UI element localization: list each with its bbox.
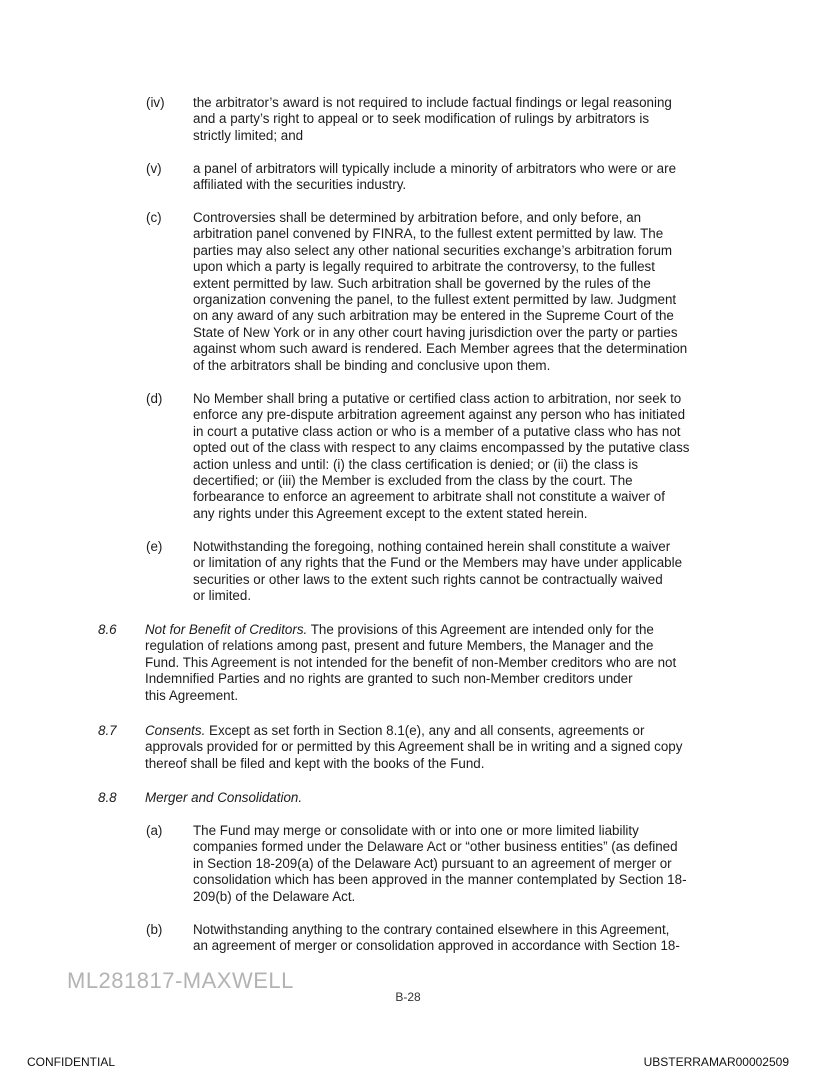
section-8-7-number: 8.7 [98, 723, 117, 738]
page-number: B-28 [395, 990, 421, 1004]
merger-item-b-text: Notwithstanding anything to the contrary contained elsewhere in this Agreement, an agreement of merger or consolidation approved in accordance with Section 18- [193, 922, 680, 954]
merger-item-a-text: The Fund may merge or consolidate with or into one or more limited liability companies formed under the Delaware Act or “other business entities” (as defined in Section 18-209(a) of the Delaware Act) pursuant to an agreement of merger or consolidation which has been approved in the manner contemplated by Section 18- 209(b) of the Delaware Act. [193, 823, 687, 904]
item-c-text: Controversies shall be determined by arbitration before, and only before, an arbitration panel convened by FINRA, to the fullest extent permitted by law. The parties may also select any other national securities exchange’s arbitration forum upon which a party is legally required to arbitrate the controversy, to the fullest extent permitted by law. Such arbitration shall be governed by the rules of the organization convening the panel, to the fullest extent permitted by law. Judgment on any award of any such arbitration may be entered in the Supreme Court of the State of New York or in any other court having jurisdiction over the party or parties against whom such award is rendered. Each Member agrees that the determination of the arbitrators shall be binding and conclusive upon them. [193, 210, 688, 373]
section-8-8-number: 8.8 [98, 790, 117, 805]
item-c-label: (c) [146, 210, 162, 225]
section-8-6-body [145, 622, 745, 704]
item-d-label: (d) [146, 391, 163, 406]
section-8-6-text: The provisions of this Agreement are intended only for the regulation of relations among past, present and future Members, the Manager and the Fund. This Agreement is not intended for the benefit of non-Member creditors who are not Indemnified Parties and no rights are granted to such non-Member creditors under this Agreement. [145, 622, 677, 703]
merger-item-b-label: (b) [146, 922, 163, 937]
item-v-label: (v) [146, 161, 162, 176]
item-d-text: No Member shall bring a putative or certified class action to arbitration, nor seek to enforce any pre-dispute arbitration agreement against any person who has initiated in court a putative class action or who is a member of a putative class who has not opted out of the class with respect to any claims encompassed by the putative class action unless and until: (i) the class certification is denied; or (ii) the class is decertified; or (iii) the Member is excluded from the class by the court. The forbearance to enforce an agreement to arbitrate shall not constitute a waiver of any rights under this Agreement except to the extent stated herein. [193, 391, 690, 521]
item-v-text: a panel of arbitrators will typically include a minority of arbitrators who were or are affiliated with the securities industry. [193, 161, 677, 193]
section-8-7-heading: Consents. [145, 723, 206, 738]
document-id-stamp: ML281817-MAXWELL [67, 968, 294, 993]
section-8-7-text: Except as set forth in Section 8.1(e), any and all consents, agreements or approvals provided for or permitted by this Agreement shall be in writing and a signed copy thereof shall be filed and kept with the books of the Fund. [145, 723, 683, 771]
confidential-label: CONFIDENTIAL [27, 1055, 116, 1069]
section-8-7-body [145, 723, 745, 772]
bates-number: UBSTERRAMAR00002509 [643, 1055, 789, 1069]
section-8-8-heading: Merger and Consolidation. [145, 790, 303, 805]
section-8-6-number: 8.6 [98, 622, 117, 637]
item-e-text: Notwithstanding the foregoing, nothing contained herein shall constitute a waiver or limitation of any rights that the Fund or the Members may have under applicable securities or other laws to the extent such rights cannot be contractually waived or limited. [193, 539, 683, 604]
section-8-8-body [145, 790, 745, 806]
item-e-label: (e) [146, 539, 163, 554]
merger-item-a-label: (a) [146, 823, 163, 838]
item-iv-label: (iv) [146, 95, 165, 110]
item-iv-text: the arbitrator’s award is not required to include factual findings or legal reasoning and a party’s right to appeal or to seek modification of rulings by arbitrators is strictly limited; and [193, 95, 672, 143]
section-8-6-heading: Not for Benefit of Creditors. [145, 622, 308, 637]
